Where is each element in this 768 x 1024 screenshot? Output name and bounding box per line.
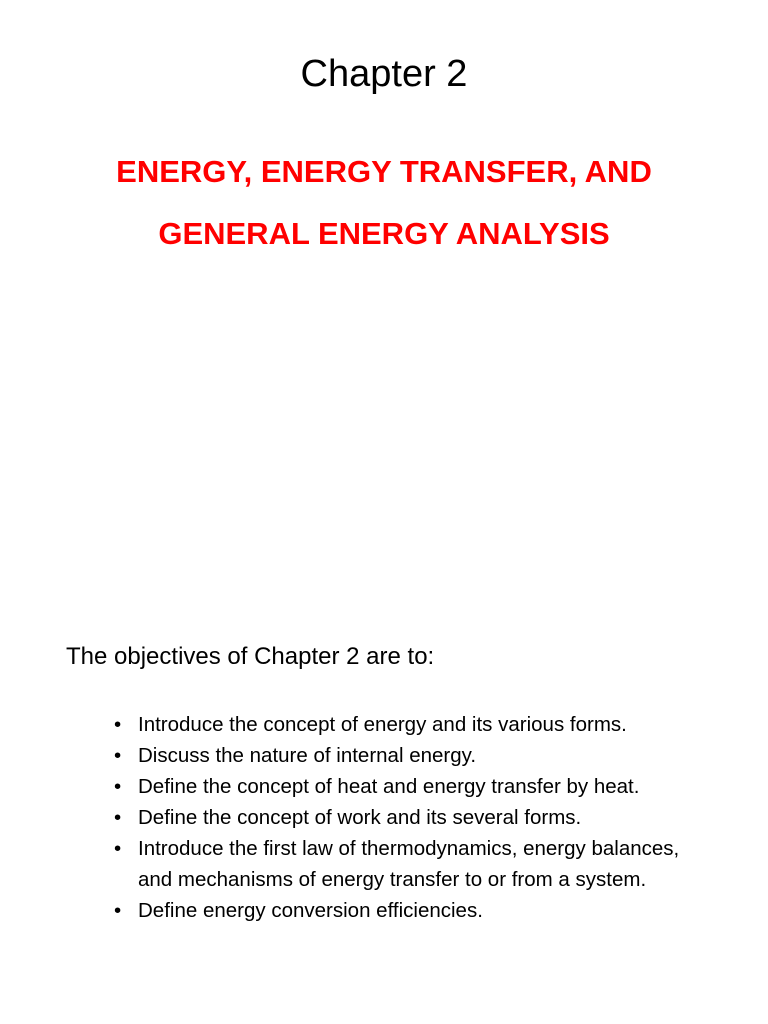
bullet-icon: • (114, 775, 122, 798)
bullet-icon: • (114, 837, 122, 860)
objectives-intro: The objectives of Chapter 2 are to: (66, 643, 435, 670)
objective-item (114, 740, 714, 771)
objective-item (114, 771, 714, 802)
objective-text: Define the concept of heat and energy transfer by heat. (138, 775, 640, 798)
bullet-icon: • (114, 899, 122, 922)
subtitle-line: ENERGY, ENERGY TRANSFER, AND (116, 154, 652, 189)
objective-text: Discuss the nature of internal energy. (138, 744, 477, 767)
bullet-icon: • (114, 744, 122, 767)
objective-text: Define the concept of work and its several forms. (138, 806, 582, 829)
objective-item (114, 833, 714, 895)
chapter-subtitle (0, 141, 768, 265)
bullet-icon: • (114, 713, 122, 736)
objectives-list (114, 709, 714, 926)
chapter-heading: Chapter 2 (300, 53, 468, 95)
objective-item (114, 802, 714, 833)
objective-item (114, 895, 714, 926)
objective-text: Introduce the concept of energy and its various forms. (138, 713, 627, 736)
objective-item (114, 709, 714, 740)
objective-text: Define energy conversion efficiencies. (138, 899, 483, 922)
subtitle-line: GENERAL ENERGY ANALYSIS (158, 216, 610, 251)
objective-text: Introduce the first law of thermodynamics, energy balances, and mechanisms of energy transfer to or from a system. (138, 837, 680, 891)
bullet-icon: • (114, 806, 122, 829)
